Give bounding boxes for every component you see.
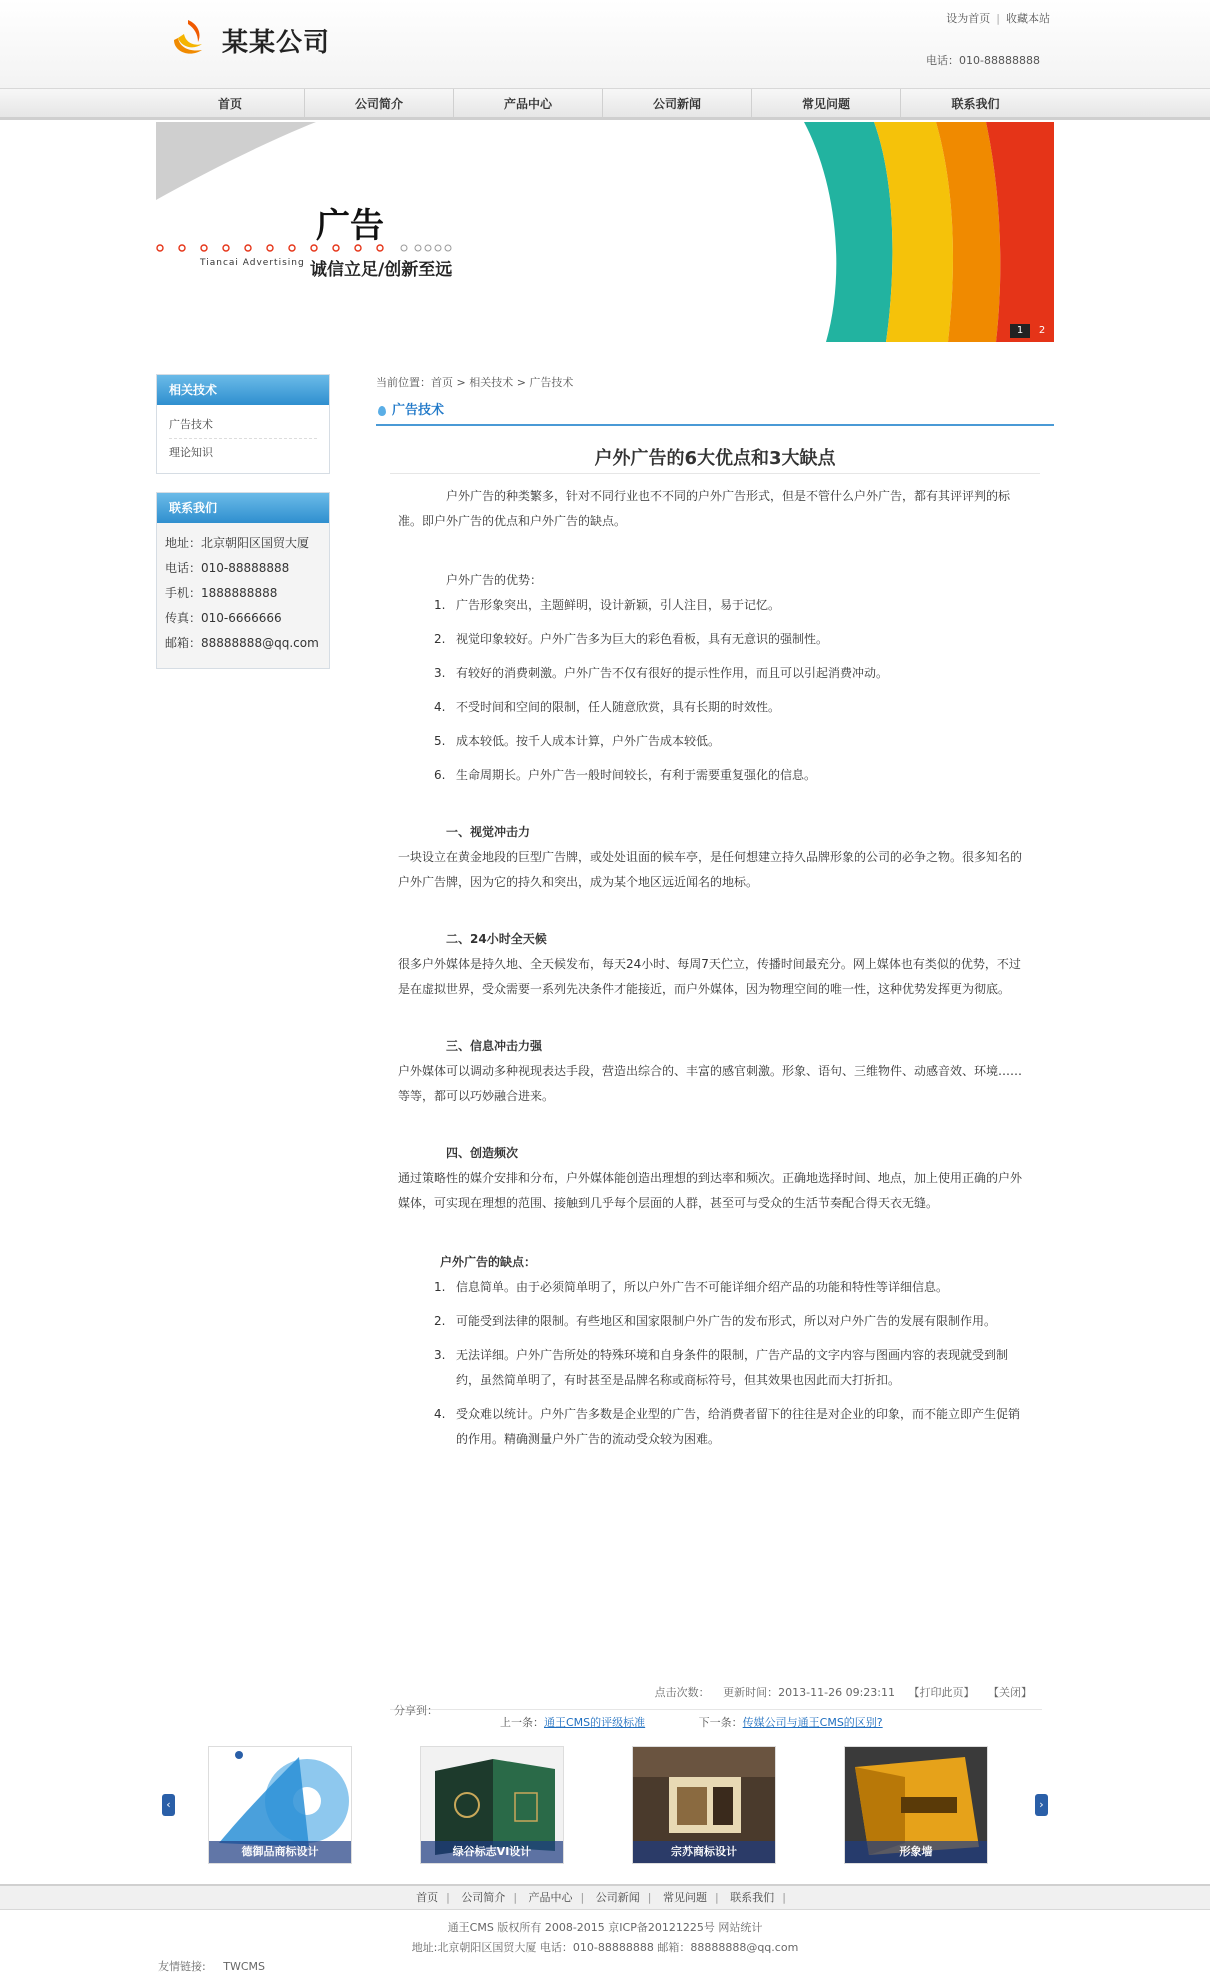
slider-pagination bbox=[1008, 324, 1052, 338]
nav-item-news[interactable]: 公司新闻 bbox=[603, 89, 752, 119]
banner-graphic bbox=[156, 122, 1054, 342]
contact-mobile: 手机：1888888888 bbox=[165, 586, 278, 600]
sidebar-related-title: 相关技术 bbox=[157, 375, 329, 405]
prev-next-nav bbox=[500, 1714, 883, 1730]
list-item: 1. 信息简单。由于必须简单明了，所以户外广告不可能详细介绍产品的功能和特性等详细信息。 bbox=[434, 1280, 949, 1294]
list-item: 4. 不受时间和空间的限制，任人随意欣赏，具有长期的时效性。 bbox=[434, 700, 781, 714]
disadvantages-heading: 户外广告的缺点： bbox=[440, 1255, 537, 1269]
section-2-text: 很多户外媒体是持久地、全天候发布，每天24小时、每周7天伫立，传播时间最充分。网上媒体也有类似的优势，不过是在虚拟世界，受众需要一系列先决条件才能接近，而户外媒体，因为物理空间的唯一性，这种优势发挥更为彻底。 bbox=[398, 957, 1021, 996]
footer-link-about[interactable]: 公司简介 bbox=[461, 1891, 506, 1904]
list-item: 3. 有较好的消费刺激。户外广告不仅有很好的提示性作用，而且可以引起消费冲动。 bbox=[434, 666, 889, 680]
next-label: 下一条： bbox=[698, 1716, 743, 1729]
breadcrumb: 当前位置：首页 > 相关技术 > 广告技术 bbox=[376, 376, 574, 389]
prev-label: 上一条： bbox=[500, 1716, 544, 1729]
friend-links bbox=[158, 1958, 265, 1974]
copyright bbox=[0, 1918, 1210, 1958]
contact-address: 地址：北京朝阳区国贸大厦 bbox=[165, 536, 310, 550]
prev-article-link[interactable]: 通王CMS的评级标准 bbox=[544, 1716, 646, 1729]
nav-item-contact[interactable]: 联系我们 bbox=[951, 97, 1000, 111]
sidebar-related bbox=[156, 374, 330, 474]
footer-nav: 首页 | 公司简介 | 产品中心 | 公司新闻 | 常见问题 | 联系我们 | bbox=[0, 1884, 1210, 1910]
set-homepage-link[interactable]: 设为首页 bbox=[946, 12, 991, 25]
slider-dot-2[interactable]: 2 bbox=[1032, 324, 1052, 338]
company-logo[interactable] bbox=[168, 18, 214, 58]
section-3-heading: 三、信息冲击力强 bbox=[446, 1039, 543, 1053]
friend-link-twcms[interactable]: TWCMS bbox=[223, 1960, 265, 1973]
next-article-link[interactable]: 传媒公司与通王CMS的区别? bbox=[742, 1716, 883, 1729]
gallery-next-arrow-icon[interactable]: › bbox=[1035, 1794, 1048, 1816]
contact-email: 邮箱：88888888@qq.com bbox=[165, 636, 319, 650]
nav-item-home[interactable]: 首页 bbox=[156, 89, 305, 119]
gallery-item-3[interactable] bbox=[632, 1746, 776, 1864]
footer-address: 地址:北京朝阳区国贸大厦 电话：010-88888888 邮箱：88888888@qq.com bbox=[411, 1941, 799, 1954]
section-heading bbox=[376, 396, 1054, 426]
sidebar-contact bbox=[156, 492, 330, 669]
article-meta-bar bbox=[390, 1684, 1042, 1717]
header-phone: 电话：010-88888888 bbox=[926, 54, 1040, 67]
top-links: 设为首页 | 收藏本站 bbox=[946, 12, 1050, 25]
list-item: 4. 受众难以统计。户外广告多数是企业型的广告，给消费者留下的往往是对企业的印象，而不能立即产生促销的作用。精确测量户外广告的流动受众较为困难。 bbox=[434, 1407, 1021, 1446]
contact-fax: 传真：010-6666666 bbox=[165, 611, 282, 625]
section-1-heading: 一、视觉冲击力 bbox=[446, 825, 531, 839]
hero-banner bbox=[156, 122, 1054, 342]
list-item: 5. 成本较低。按千人成本计算，户外广告成本较低。 bbox=[434, 734, 721, 748]
footer-link-faq[interactable]: 常见问题 bbox=[662, 1891, 707, 1904]
sidebar-contact-title: 联系我们 bbox=[157, 493, 329, 523]
share-label: 分享到： bbox=[394, 1704, 438, 1717]
footer-link-products[interactable]: 产品中心 bbox=[528, 1891, 573, 1904]
section-heading-label: 广告技术 bbox=[392, 403, 445, 418]
nav-item-about[interactable]: 公司简介 bbox=[305, 89, 454, 119]
article-title: 户外广告的6大优点和3大缺点 bbox=[390, 444, 1040, 474]
gallery-item-2[interactable] bbox=[420, 1746, 564, 1864]
list-item: 3. 无法详细。户外广告所处的特殊环境和自身条件的限制，广告产品的文字内容与图画内容的表现就受到制约，虽然简单明了，有时甚至是品牌名称或商标符号，但其效果也因此而大打折扣。 bbox=[434, 1348, 1009, 1387]
banner-english-name: Tiancai Advertising bbox=[200, 258, 305, 268]
nav-item-products[interactable]: 产品中心 bbox=[454, 89, 603, 119]
update-time: 更新时间：2013-11-26 09:23:11 bbox=[723, 1686, 895, 1699]
section-4-text: 通过策略性的媒介安排和分布，户外媒体能创造出理想的到达率和频次。正确地选择时间、地点，加上使用正确的户外媒体，可实现在理想的范围、接触到几乎每个层面的人群，甚至可与受众的生活节奏配合得天衣无缝。 bbox=[398, 1171, 1023, 1210]
gallery-caption: 形象墙 bbox=[845, 1841, 987, 1863]
list-item: 1. 广告形象突出，主题鲜明，设计新颖，引人注目，易于记忆。 bbox=[434, 598, 781, 612]
article-meta bbox=[645, 1684, 1032, 1700]
advantages-list bbox=[398, 593, 1026, 788]
section-3-text: 户外媒体可以调动多种视现表达手段，营造出综合的、丰富的感官刺激。形象、语句、三维物件、动感音效、环境……等等，都可以巧妙融合进来。 bbox=[398, 1064, 1023, 1103]
sidebar-item-theory[interactable]: 理论知识 bbox=[169, 446, 213, 459]
product-gallery bbox=[160, 1742, 1050, 1866]
gallery-prev-arrow-icon[interactable]: ‹ bbox=[162, 1794, 175, 1816]
bookmark-link[interactable]: 收藏本站 bbox=[1006, 12, 1050, 25]
disadvantages-list bbox=[398, 1275, 1026, 1452]
drop-icon bbox=[378, 406, 386, 416]
banner-title: 广告 bbox=[316, 206, 384, 246]
advantages-heading: 户外广告的优势： bbox=[446, 573, 543, 587]
site-header bbox=[0, 0, 1210, 88]
gallery-caption: 宗苏商标设计 bbox=[633, 1841, 775, 1863]
footer-link-contact[interactable]: 联系我们 bbox=[730, 1891, 775, 1904]
gallery-caption: 德御品商标设计 bbox=[209, 1841, 351, 1863]
article-body bbox=[376, 474, 1054, 1452]
gallery-caption: 绿谷标志VI设计 bbox=[421, 1841, 563, 1863]
section-1-text: 一块设立在黄金地段的巨型广告牌，或处处诅面的候车亭，是任何想建立持久品牌形象的公司的必争之物。很多知名的户外广告牌，因为它的持久和突出，成为某个地区远近闻名的地标。 bbox=[398, 850, 1023, 889]
footer-link-news[interactable]: 公司新闻 bbox=[595, 1891, 640, 1904]
section-2-heading: 二、24小时全天候 bbox=[446, 932, 547, 946]
banner-slogan: 诚信立足/创新至远 bbox=[310, 260, 453, 280]
footer-link-home[interactable]: 首页 bbox=[416, 1891, 439, 1904]
section-4-heading: 四、创造频次 bbox=[446, 1146, 519, 1160]
close-button[interactable]: 【关闭】 bbox=[988, 1686, 1032, 1699]
friend-links-label: 友情链接: bbox=[158, 1960, 206, 1973]
main-content bbox=[376, 370, 1054, 1461]
print-button[interactable]: 【打印此页】 bbox=[908, 1686, 975, 1699]
nav-item-faq[interactable]: 常见问题 bbox=[752, 89, 901, 119]
sidebar-item-ad-tech[interactable]: 广告技术 bbox=[169, 411, 317, 439]
slider-dot-1[interactable]: 1 bbox=[1010, 324, 1030, 338]
brand-name[interactable]: 某某公司 bbox=[222, 28, 331, 58]
main-nav bbox=[0, 88, 1210, 120]
gallery-item-4[interactable] bbox=[844, 1746, 988, 1864]
list-item: 6. 生命周期长。户外广告一般时间较长，有利于需要重复强化的信息。 bbox=[434, 768, 817, 782]
list-item: 2. 视觉印象较好。户外广告多为巨大的彩色看板，具有无意识的强制性。 bbox=[434, 632, 829, 646]
list-item: 2. 可能受到法律的限制。有些地区和国家限制户外广告的发布形式，所以对户外广告的发展有限制作用。 bbox=[434, 1314, 997, 1328]
contact-phone: 电话：010-88888888 bbox=[165, 561, 290, 575]
article-intro: 户外广告的种类繁多，针对不同行业也不不同的户外广告形式，但是不管什么户外广告，都有其评评判的标准。即户外广告的优点和户外广告的缺点。 bbox=[398, 489, 1011, 528]
click-count: 点击次数： bbox=[654, 1686, 710, 1699]
gallery-item-1[interactable] bbox=[208, 1746, 352, 1864]
copyright-line: 通王CMS 版权所有 2008-2015 京ICP备20121225号 网站统计 bbox=[447, 1921, 763, 1934]
